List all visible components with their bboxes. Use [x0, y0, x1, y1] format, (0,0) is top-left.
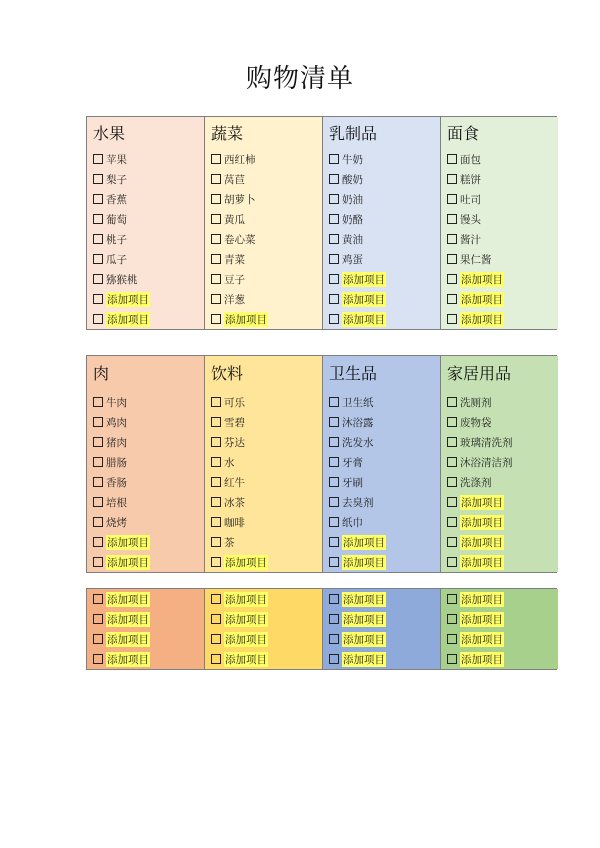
add-item-placeholder: 添加项目	[343, 313, 385, 326]
checkbox-icon[interactable]	[211, 174, 221, 184]
category-heading: 面食	[447, 124, 480, 143]
checkbox-icon[interactable]	[329, 174, 339, 184]
checkbox-icon[interactable]	[211, 294, 221, 304]
list-item[interactable]	[205, 309, 322, 329]
list-item[interactable]	[323, 472, 440, 492]
add-item-placeholder: 添加项目	[461, 536, 503, 549]
item-label: 可乐	[224, 396, 245, 409]
checkbox-icon[interactable]	[447, 294, 457, 304]
section-table-2	[86, 355, 557, 573]
list-item[interactable]	[205, 249, 322, 269]
item-label: 卫生纸	[342, 396, 374, 409]
list-item[interactable]	[205, 532, 322, 552]
checkbox-icon[interactable]	[329, 634, 339, 644]
checkbox-icon[interactable]	[211, 274, 221, 284]
list-item[interactable]	[87, 629, 204, 649]
checkbox-icon[interactable]	[93, 517, 103, 527]
list-item[interactable]	[87, 589, 204, 609]
add-item-placeholder: 添加项目	[461, 293, 503, 306]
list-item[interactable]	[441, 169, 558, 189]
add-item-placeholder: 添加项目	[461, 613, 503, 626]
list-item[interactable]	[87, 609, 204, 629]
checkbox-icon[interactable]	[329, 214, 339, 224]
checkbox-icon[interactable]	[329, 517, 339, 527]
checkbox-icon[interactable]	[211, 497, 221, 507]
list-item[interactable]	[441, 269, 558, 289]
list-item[interactable]	[87, 552, 204, 572]
category-column	[205, 589, 323, 669]
list-item[interactable]	[205, 269, 322, 289]
list-item[interactable]	[205, 392, 322, 412]
list-item[interactable]	[87, 412, 204, 432]
checkbox-icon[interactable]	[329, 614, 339, 624]
checkbox-icon[interactable]	[93, 497, 103, 507]
list-item[interactable]	[323, 589, 440, 609]
list-item[interactable]	[441, 209, 558, 229]
checkbox-icon[interactable]	[329, 397, 339, 407]
checkbox-icon[interactable]	[211, 634, 221, 644]
checkbox-icon[interactable]	[211, 457, 221, 467]
list-item[interactable]	[323, 189, 440, 209]
checkbox-icon[interactable]	[447, 634, 457, 644]
category-heading: 卫生品	[329, 364, 378, 383]
item-label: 奶酪	[342, 213, 363, 226]
checkbox-icon[interactable]	[329, 557, 339, 567]
item-label: 水	[224, 456, 235, 469]
list-item[interactable]	[205, 452, 322, 472]
list-item[interactable]	[441, 512, 558, 532]
checkbox-icon[interactable]	[447, 654, 457, 664]
checkbox-icon[interactable]	[447, 417, 457, 427]
checkbox-icon[interactable]	[93, 634, 103, 644]
item-label: 猕猴桃	[106, 273, 138, 286]
category-heading: 水果	[93, 124, 126, 143]
checkbox-icon[interactable]	[329, 437, 339, 447]
checkbox-icon[interactable]	[329, 477, 339, 487]
item-label: 梨子	[106, 173, 127, 186]
item-label: 纸巾	[342, 516, 363, 529]
item-label: 玻璃清洗剂	[460, 436, 513, 449]
list-item[interactable]	[323, 629, 440, 649]
list-item[interactable]	[205, 189, 322, 209]
checkbox-icon[interactable]	[447, 457, 457, 467]
list-item[interactable]	[441, 452, 558, 472]
list-item[interactable]	[323, 552, 440, 572]
item-label: 黄油	[342, 233, 363, 246]
checkbox-icon[interactable]	[329, 274, 339, 284]
checkbox-icon[interactable]	[447, 254, 457, 264]
item-label: 桃子	[106, 233, 127, 246]
list-item[interactable]	[87, 149, 204, 169]
list-item[interactable]	[323, 149, 440, 169]
category-heading: 家居用品	[447, 364, 512, 383]
item-label: 果仁酱	[460, 253, 492, 266]
item-label: 沐浴清洁剂	[460, 456, 513, 469]
add-item-placeholder: 添加项目	[225, 653, 267, 666]
checkbox-icon[interactable]	[329, 314, 339, 324]
category-heading: 蔬菜	[211, 124, 244, 143]
checkbox-icon[interactable]	[93, 614, 103, 624]
list-item[interactable]	[205, 432, 322, 452]
item-label: 豆子	[224, 273, 245, 286]
item-label: 洗厕剂	[460, 396, 492, 409]
list-item[interactable]	[441, 552, 558, 572]
checkbox-icon[interactable]	[93, 294, 103, 304]
item-label: 雪碧	[224, 416, 245, 429]
list-item[interactable]	[441, 309, 558, 329]
item-label: 苹果	[106, 153, 127, 166]
add-item-placeholder: 添加项目	[461, 516, 503, 529]
category-heading: 肉	[93, 364, 110, 383]
item-label: 莴苣	[224, 173, 245, 186]
item-label: 香蕉	[106, 193, 127, 206]
checkbox-icon[interactable]	[329, 254, 339, 264]
add-item-placeholder: 添加项目	[225, 633, 267, 646]
add-item-placeholder: 添加项目	[107, 536, 149, 549]
list-item[interactable]	[323, 392, 440, 412]
item-label: 培根	[106, 496, 127, 509]
list-item[interactable]	[87, 649, 204, 669]
checkbox-icon[interactable]	[93, 397, 103, 407]
item-label: 牛肉	[106, 396, 127, 409]
checkbox-icon[interactable]	[93, 417, 103, 427]
checkbox-icon[interactable]	[447, 194, 457, 204]
list-item[interactable]	[87, 452, 204, 472]
item-label: 馒头	[460, 213, 481, 226]
item-label: 面包	[460, 153, 481, 166]
list-item[interactable]	[441, 532, 558, 552]
checkbox-icon[interactable]	[447, 517, 457, 527]
item-label: 酱汁	[460, 233, 481, 246]
category-column	[205, 356, 323, 572]
checkbox-icon[interactable]	[447, 497, 457, 507]
list-item[interactable]	[323, 512, 440, 532]
list-item[interactable]	[441, 249, 558, 269]
list-item[interactable]	[205, 229, 322, 249]
item-label: 猪肉	[106, 436, 127, 449]
checkbox-icon[interactable]	[329, 234, 339, 244]
list-item[interactable]	[87, 209, 204, 229]
checkbox-icon[interactable]	[447, 614, 457, 624]
list-item[interactable]	[87, 229, 204, 249]
add-item-placeholder: 添加项目	[461, 653, 503, 666]
item-label: 冰茶	[224, 496, 245, 509]
list-item[interactable]	[323, 432, 440, 452]
list-item[interactable]	[87, 249, 204, 269]
item-label: 瓜子	[106, 253, 127, 266]
item-label: 洋葱	[224, 293, 245, 306]
checkbox-icon[interactable]	[211, 194, 221, 204]
item-label: 牙刷	[342, 476, 363, 489]
list-item[interactable]	[87, 289, 204, 309]
checkbox-icon[interactable]	[329, 537, 339, 547]
list-item[interactable]	[323, 492, 440, 512]
category-column	[323, 589, 441, 669]
add-item-placeholder: 添加项目	[343, 556, 385, 569]
list-item[interactable]	[441, 629, 558, 649]
item-label: 芬达	[224, 436, 245, 449]
checkbox-icon[interactable]	[93, 477, 103, 487]
list-item[interactable]	[323, 309, 440, 329]
item-label: 糕饼	[460, 173, 481, 186]
item-label: 去臭剂	[342, 496, 374, 509]
list-item[interactable]	[323, 412, 440, 432]
checkbox-icon[interactable]	[447, 594, 457, 604]
item-label: 黄瓜	[224, 213, 245, 226]
item-label: 吐司	[460, 193, 481, 206]
item-label: 西红柿	[224, 153, 256, 166]
page-title: 购物清单	[245, 64, 354, 94]
checkbox-icon[interactable]	[329, 457, 339, 467]
add-item-placeholder: 添加项目	[343, 293, 385, 306]
add-item-placeholder: 添加项目	[461, 313, 503, 326]
checkbox-icon[interactable]	[329, 194, 339, 204]
add-item-placeholder: 添加项目	[225, 613, 267, 626]
list-item[interactable]	[441, 229, 558, 249]
add-item-placeholder: 添加项目	[107, 556, 149, 569]
item-label: 胡萝卜	[224, 193, 256, 206]
list-item[interactable]	[87, 492, 204, 512]
item-label: 洗涤剂	[460, 476, 492, 489]
checkbox-icon[interactable]	[211, 417, 221, 427]
list-item[interactable]	[87, 269, 204, 289]
list-item[interactable]	[87, 189, 204, 209]
checkbox-icon[interactable]	[447, 557, 457, 567]
list-item[interactable]	[441, 609, 558, 629]
add-item-placeholder: 添加项目	[461, 496, 503, 509]
checkbox-icon[interactable]	[211, 614, 221, 624]
checkbox-icon[interactable]	[329, 417, 339, 427]
category-column	[323, 117, 441, 329]
category-column	[441, 589, 558, 669]
add-item-placeholder: 添加项目	[343, 273, 385, 286]
add-item-placeholder: 添加项目	[343, 613, 385, 626]
add-item-placeholder: 添加项目	[107, 593, 149, 606]
checkbox-icon[interactable]	[93, 594, 103, 604]
checkbox-icon[interactable]	[93, 234, 103, 244]
list-item[interactable]	[87, 532, 204, 552]
list-item[interactable]	[323, 649, 440, 669]
checkbox-icon[interactable]	[93, 557, 103, 567]
category-column	[87, 356, 205, 572]
list-item[interactable]	[205, 512, 322, 532]
item-label: 鸡蛋	[342, 253, 363, 266]
add-item-placeholder: 添加项目	[461, 273, 503, 286]
section-table-1	[86, 116, 557, 330]
checkbox-icon[interactable]	[211, 154, 221, 164]
item-label: 酸奶	[342, 173, 363, 186]
checkbox-icon[interactable]	[447, 437, 457, 447]
checkbox-icon[interactable]	[447, 174, 457, 184]
category-column	[87, 589, 205, 669]
checkbox-icon[interactable]	[93, 194, 103, 204]
add-item-placeholder: 添加项目	[343, 633, 385, 646]
item-label: 腊肠	[106, 456, 127, 469]
item-label: 青菜	[224, 253, 245, 266]
add-item-placeholder: 添加项目	[343, 653, 385, 666]
list-item[interactable]	[205, 629, 322, 649]
checkbox-icon[interactable]	[447, 214, 457, 224]
add-item-placeholder: 添加项目	[107, 313, 149, 326]
section-table-3	[86, 588, 557, 670]
add-item-placeholder: 添加项目	[225, 313, 267, 326]
checkbox-icon[interactable]	[93, 654, 103, 664]
list-item[interactable]	[441, 392, 558, 412]
list-item[interactable]	[205, 209, 322, 229]
add-item-placeholder: 添加项目	[107, 653, 149, 666]
item-label: 卷心菜	[224, 233, 256, 246]
checkbox-icon[interactable]	[329, 594, 339, 604]
add-item-placeholder: 添加项目	[343, 536, 385, 549]
list-item[interactable]	[87, 472, 204, 492]
add-item-placeholder: 添加项目	[107, 613, 149, 626]
checkbox-icon[interactable]	[93, 154, 103, 164]
list-item[interactable]	[205, 472, 322, 492]
item-label: 废物袋	[460, 416, 492, 429]
list-item[interactable]	[205, 649, 322, 669]
checkbox-icon[interactable]	[447, 234, 457, 244]
list-item[interactable]	[205, 412, 322, 432]
add-item-placeholder: 添加项目	[461, 556, 503, 569]
list-item[interactable]	[205, 589, 322, 609]
item-label: 洗发水	[342, 436, 374, 449]
list-item[interactable]	[441, 149, 558, 169]
category-heading: 饮料	[211, 364, 244, 383]
checkbox-icon[interactable]	[211, 314, 221, 324]
checkbox-icon[interactable]	[447, 274, 457, 284]
category-column	[441, 117, 558, 329]
list-item[interactable]	[323, 229, 440, 249]
item-label: 咖啡	[224, 516, 245, 529]
list-item[interactable]	[205, 149, 322, 169]
list-item[interactable]	[441, 492, 558, 512]
list-item[interactable]	[441, 189, 558, 209]
list-item[interactable]	[205, 169, 322, 189]
list-item[interactable]	[87, 169, 204, 189]
add-item-placeholder: 添加项目	[107, 293, 149, 306]
checkbox-icon[interactable]	[93, 174, 103, 184]
add-item-placeholder: 添加项目	[225, 593, 267, 606]
checkbox-icon[interactable]	[93, 214, 103, 224]
item-label: 红牛	[224, 476, 245, 489]
item-label: 牛奶	[342, 153, 363, 166]
category-column	[323, 356, 441, 572]
checkbox-icon[interactable]	[211, 557, 221, 567]
item-label: 鸡肉	[106, 416, 127, 429]
list-item[interactable]	[87, 432, 204, 452]
add-item-placeholder: 添加项目	[225, 556, 267, 569]
checkbox-icon[interactable]	[93, 437, 103, 447]
item-label: 牙膏	[342, 456, 363, 469]
list-item[interactable]	[205, 609, 322, 629]
list-item[interactable]	[323, 452, 440, 472]
checkbox-icon[interactable]	[211, 437, 221, 447]
category-column	[205, 117, 323, 329]
list-item[interactable]	[323, 249, 440, 269]
checkbox-icon[interactable]	[211, 214, 221, 224]
list-item[interactable]	[441, 432, 558, 452]
checkbox-icon[interactable]	[447, 397, 457, 407]
list-item[interactable]	[205, 552, 322, 572]
add-item-placeholder: 添加项目	[461, 633, 503, 646]
item-label: 茶	[224, 536, 235, 549]
list-item[interactable]	[441, 412, 558, 432]
list-item[interactable]	[441, 472, 558, 492]
checkbox-icon[interactable]	[447, 154, 457, 164]
checkbox-icon[interactable]	[211, 234, 221, 244]
list-item[interactable]	[323, 269, 440, 289]
checkbox-icon[interactable]	[211, 477, 221, 487]
add-item-placeholder: 添加项目	[107, 633, 149, 646]
list-item[interactable]	[441, 649, 558, 669]
category-column	[87, 117, 205, 329]
item-label: 香肠	[106, 476, 127, 489]
checkbox-icon[interactable]	[329, 654, 339, 664]
checkbox-icon[interactable]	[447, 477, 457, 487]
list-item[interactable]	[205, 289, 322, 309]
checkbox-icon[interactable]	[93, 274, 103, 284]
list-item[interactable]	[441, 589, 558, 609]
checkbox-icon[interactable]	[211, 594, 221, 604]
list-item[interactable]	[87, 392, 204, 412]
list-item[interactable]	[441, 289, 558, 309]
category-heading: 乳制品	[329, 124, 378, 143]
checkbox-icon[interactable]	[211, 654, 221, 664]
list-item[interactable]	[323, 609, 440, 629]
add-item-placeholder: 添加项目	[461, 593, 503, 606]
item-label: 奶油	[342, 193, 363, 206]
list-item[interactable]	[87, 309, 204, 329]
checkbox-icon[interactable]	[447, 537, 457, 547]
item-label: 葡萄	[106, 213, 127, 226]
list-item[interactable]	[323, 532, 440, 552]
checkbox-icon[interactable]	[447, 314, 457, 324]
checkbox-icon[interactable]	[211, 537, 221, 547]
checkbox-icon[interactable]	[329, 294, 339, 304]
checkbox-icon[interactable]	[329, 154, 339, 164]
checkbox-icon[interactable]	[93, 537, 103, 547]
item-label: 沐浴露	[342, 416, 374, 429]
checkbox-icon[interactable]	[329, 497, 339, 507]
category-column	[441, 356, 558, 572]
checkbox-icon[interactable]	[211, 517, 221, 527]
list-item[interactable]	[205, 492, 322, 512]
list-item[interactable]	[323, 209, 440, 229]
list-item[interactable]	[87, 512, 204, 532]
checkbox-icon[interactable]	[211, 254, 221, 264]
item-label: 烧烤	[106, 516, 127, 529]
list-item[interactable]	[323, 169, 440, 189]
checkbox-icon[interactable]	[93, 314, 103, 324]
checkbox-icon[interactable]	[93, 254, 103, 264]
checkbox-icon[interactable]	[211, 397, 221, 407]
list-item[interactable]	[323, 289, 440, 309]
add-item-placeholder: 添加项目	[343, 593, 385, 606]
checkbox-icon[interactable]	[93, 457, 103, 467]
